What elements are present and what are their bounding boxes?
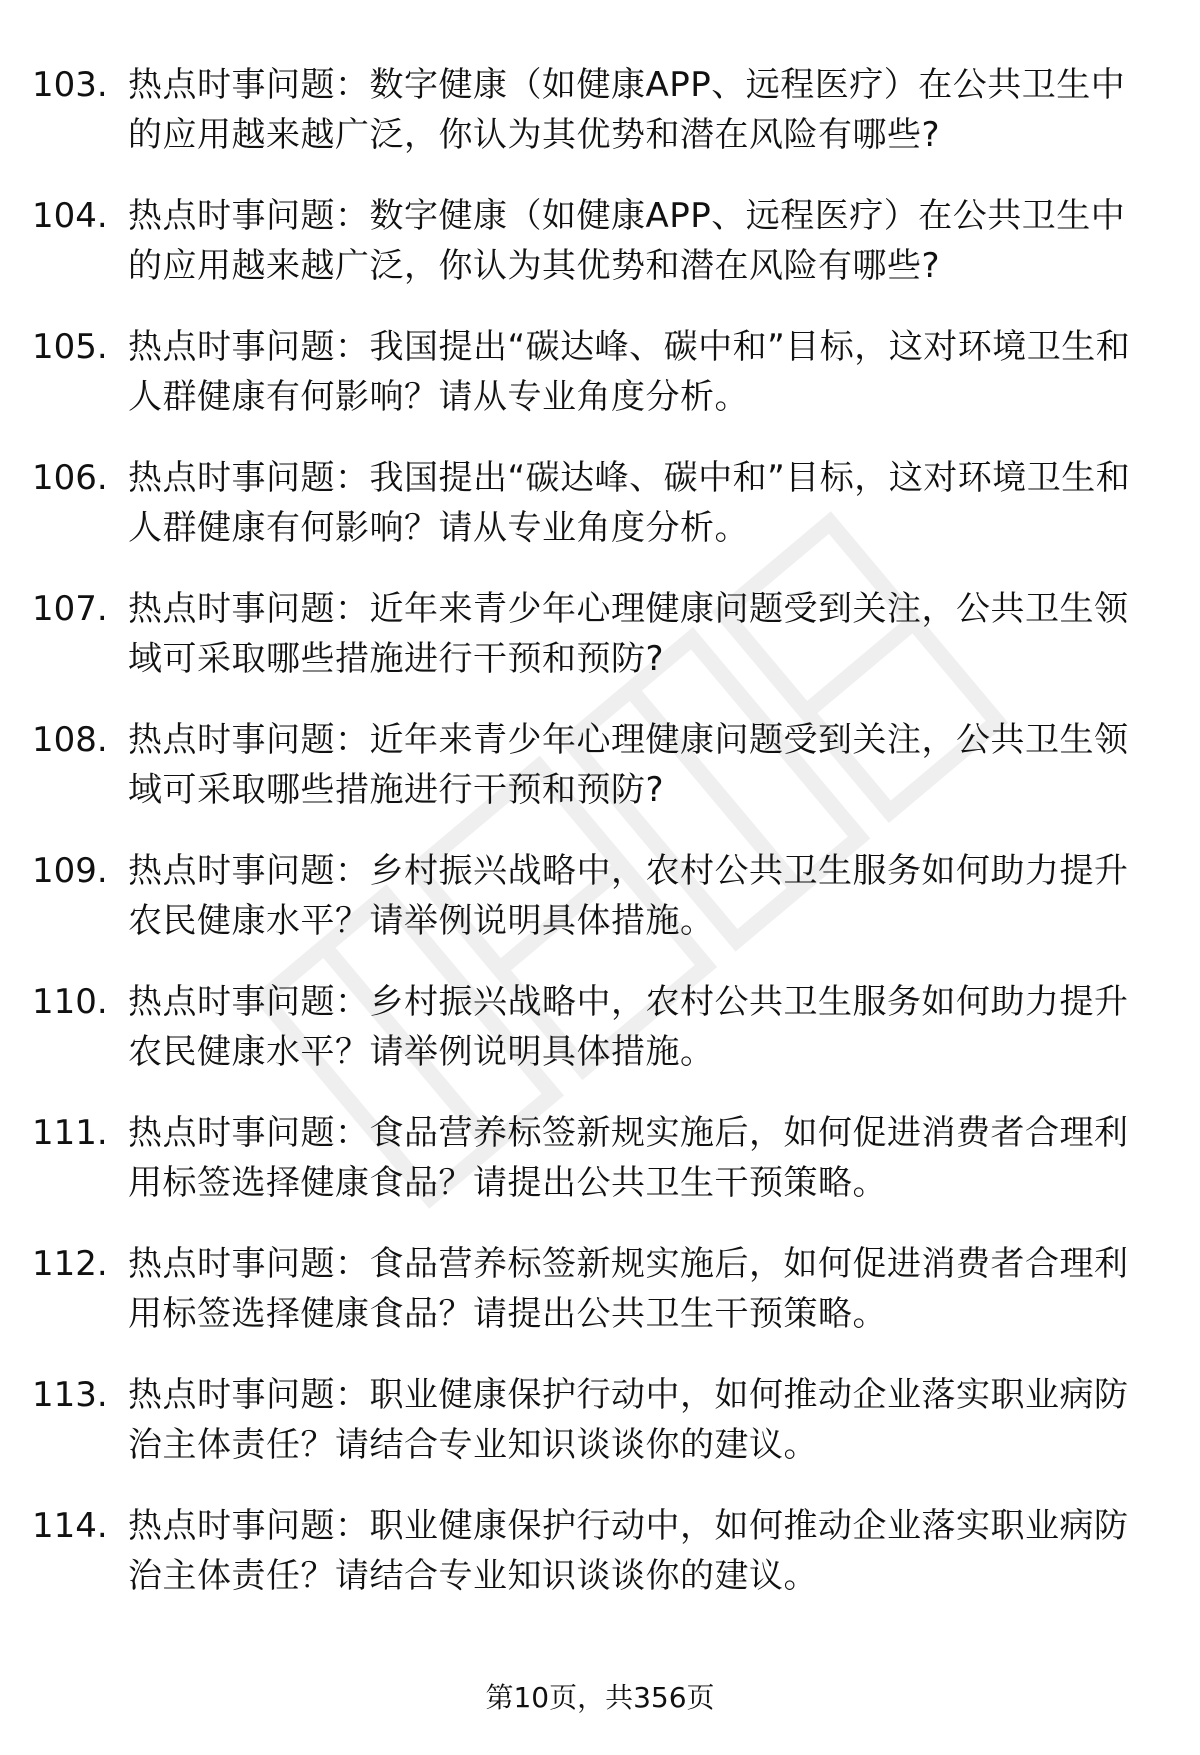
question-number: 104. xyxy=(32,196,108,236)
question-text: 热点时事问题：数字健康（如健康APP、远程医疗）在公共卫生中的应用越来越广泛，你认为其优势和潜在风险有哪些? xyxy=(128,196,1126,286)
question-text: 热点时事问题：近年来青少年心理健康问题受到关注，公共卫生领域可采取哪些措施进行干预和预防? xyxy=(128,589,1129,679)
question-number: 109. xyxy=(32,851,108,891)
question-item xyxy=(0,705,1200,836)
question-number: 114. xyxy=(32,1506,108,1546)
question-item xyxy=(0,181,1200,312)
page-footer: 第10页，共356页 xyxy=(485,1681,715,1714)
question-text: 热点时事问题：食品营养标签新规实施后，如何促进消费者合理利用标签选择健康食品？请提出公共卫生干预策略。 xyxy=(128,1113,1129,1203)
question-number: 103. xyxy=(32,65,108,105)
question-text: 热点时事问题：乡村振兴战略中，农村公共卫生服务如何助力提升农民健康水平？请举例说明具体措施。 xyxy=(128,851,1129,941)
question-item xyxy=(0,836,1200,967)
question-item xyxy=(0,1360,1200,1491)
question-text: 热点时事问题：我国提出“碳达峰、碳中和”目标，这对环境卫生和人群健康有何影响？请从专业角度分析。 xyxy=(128,458,1131,548)
question-item xyxy=(0,50,1200,181)
question-text: 热点时事问题：食品营养标签新规实施后，如何促进消费者合理利用标签选择健康食品？请提出公共卫生干预策略。 xyxy=(128,1244,1129,1334)
question-item xyxy=(0,1229,1200,1360)
question-text: 热点时事问题：乡村振兴战略中，农村公共卫生服务如何助力提升农民健康水平？请举例说明具体措施。 xyxy=(128,982,1129,1072)
question-item xyxy=(0,574,1200,705)
question-number: 105. xyxy=(32,327,108,367)
question-item xyxy=(0,1098,1200,1229)
question-number: 113. xyxy=(32,1375,108,1415)
question-item xyxy=(0,443,1200,574)
question-text: 热点时事问题：数字健康（如健康APP、远程医疗）在公共卫生中的应用越来越广泛，你认为其优势和潜在风险有哪些? xyxy=(128,65,1126,155)
question-list xyxy=(0,50,1200,1622)
question-number: 107. xyxy=(32,589,108,629)
question-text: 热点时事问题：近年来青少年心理健康问题受到关注，公共卫生领域可采取哪些措施进行干预和预防? xyxy=(128,720,1129,810)
question-item xyxy=(0,1491,1200,1622)
question-number: 111. xyxy=(32,1113,108,1153)
question-text: 热点时事问题：职业健康保护行动中，如何推动企业落实职业病防治主体责任？请结合专业知识谈谈你的建议。 xyxy=(128,1506,1129,1596)
question-item xyxy=(0,967,1200,1098)
question-item xyxy=(0,312,1200,443)
question-text: 热点时事问题：职业健康保护行动中，如何推动企业落实职业病防治主体责任？请结合专业知识谈谈你的建议。 xyxy=(128,1375,1129,1465)
question-text: 热点时事问题：我国提出“碳达峰、碳中和”目标，这对环境卫生和人群健康有何影响？请从专业角度分析。 xyxy=(128,327,1131,417)
question-number: 106. xyxy=(32,458,108,498)
question-number: 112. xyxy=(32,1244,108,1284)
question-number: 110. xyxy=(32,982,108,1022)
question-number: 108. xyxy=(32,720,108,760)
